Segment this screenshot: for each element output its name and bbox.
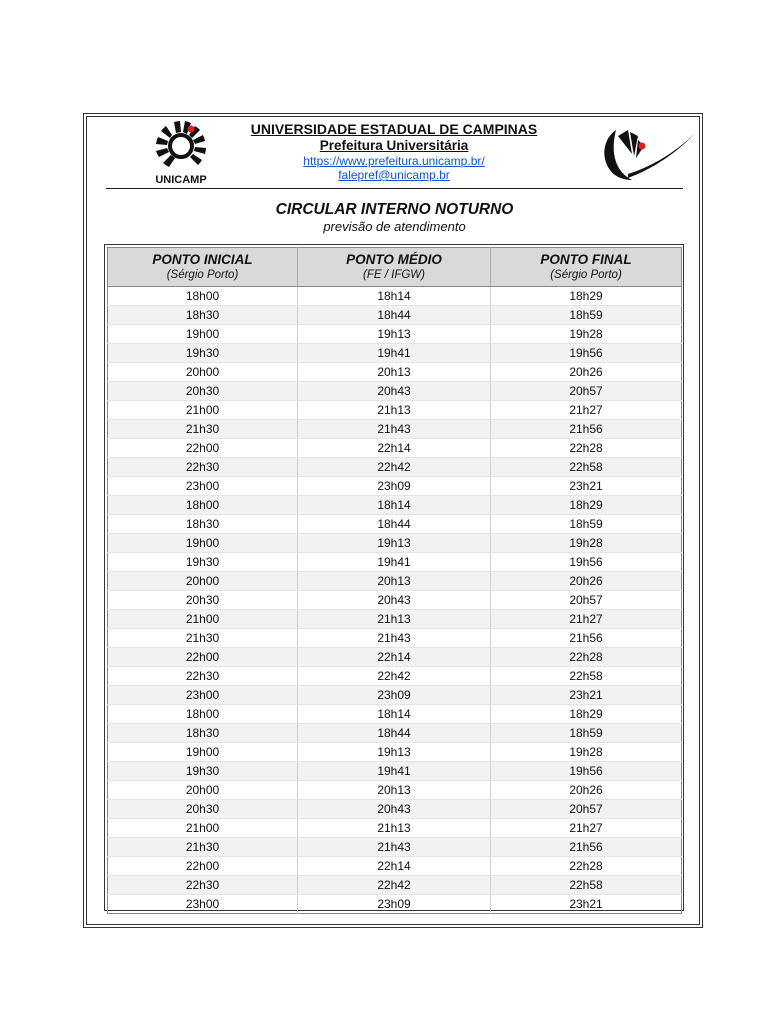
table-cell: 19h56 [491,762,682,781]
header-divider [106,188,683,189]
table-cell: 21h27 [491,819,682,838]
table-cell: 20h57 [491,800,682,819]
table-cell: 18h30 [108,515,298,534]
column-title: PONTO FINAL [540,252,632,267]
table-cell: 21h43 [298,420,491,439]
table-cell: 23h21 [491,686,682,705]
table-cell: 23h00 [108,686,298,705]
table-cell: 21h43 [298,629,491,648]
table-row [108,458,682,477]
table-cell: 19h41 [298,344,491,363]
table-cell: 20h26 [491,781,682,800]
table-cell: 23h09 [298,895,491,914]
table-cell: 22h00 [108,857,298,876]
table-cell: 21h43 [298,838,491,857]
table-cell: 20h30 [108,382,298,401]
table-row [108,648,682,667]
table-cell: 18h44 [298,515,491,534]
table-cell: 20h13 [298,781,491,800]
table-row [108,705,682,724]
table-cell: 23h09 [298,686,491,705]
table-cell: 19h30 [108,762,298,781]
table-cell: 20h00 [108,572,298,591]
table-row [108,325,682,344]
table-cell: 22h00 [108,439,298,458]
table-cell: 19h56 [491,553,682,572]
table-row [108,667,682,686]
table-cell: 19h28 [491,534,682,553]
table-cell: 20h57 [491,382,682,401]
table-row [108,838,682,857]
table-cell: 22h58 [491,876,682,895]
table-cell: 18h29 [491,496,682,515]
table-cell: 18h00 [108,705,298,724]
table-cell: 21h56 [491,629,682,648]
table-row [108,363,682,382]
table-row [108,610,682,629]
table-cell: 18h00 [108,496,298,515]
table-cell: 20h00 [108,781,298,800]
table-cell: 19h13 [298,325,491,344]
table-cell: 18h44 [298,724,491,743]
table-cell: 19h41 [298,553,491,572]
table-cell: 22h30 [108,876,298,895]
table-cell: 22h00 [108,648,298,667]
table-row [108,553,682,572]
table-cell: 23h21 [569,897,603,911]
table-cell: 21h27 [491,610,682,629]
column-title: PONTO MÉDIO [346,252,442,267]
table-cell: 21h56 [491,838,682,857]
table-cell: 20h30 [108,800,298,819]
table-row [108,895,682,914]
table-cell: 19h41 [298,762,491,781]
table-cell: 21h00 [108,610,298,629]
table-cell: 20h43 [298,800,491,819]
table-cell: 22h42 [298,876,491,895]
table-cell: 21h00 [108,819,298,838]
table-row [108,382,682,401]
table-cell: 18h59 [491,515,682,534]
table-row [108,496,682,515]
table-cell: 22h28 [491,857,682,876]
table-cell: 22h14 [298,857,491,876]
table-cell: 22h58 [491,458,682,477]
column-subtitle: (Sérgio Porto) [166,269,239,281]
table-row [108,477,682,496]
column-header-ponto-final [491,248,682,287]
table-cell: 22h30 [108,667,298,686]
table-row [108,306,682,325]
table-cell: 19h28 [491,325,682,344]
table-cell: 18h59 [491,306,682,325]
table-cell: 21h30 [108,629,298,648]
table-cell: 21h30 [108,420,298,439]
table-row [108,401,682,420]
email-link[interactable]: falepref@unicamp.br [338,168,450,182]
table-cell: 19h00 [108,534,298,553]
table-cell: 19h13 [298,743,491,762]
table-cell: 19h30 [108,344,298,363]
table-row [108,876,682,895]
table-cell: 22h14 [298,648,491,667]
table-row [108,724,682,743]
table-cell: 20h13 [298,572,491,591]
table-cell: 23h09 [298,477,491,496]
column-subtitle: (FE / IFGW) [363,269,425,281]
table-cell: 19h28 [491,743,682,762]
table-row [108,344,682,363]
table-cell: 21h00 [108,401,298,420]
table-row [108,800,682,819]
table-cell: 18h30 [108,306,298,325]
table-cell: 22h58 [491,667,682,686]
column-header-ponto-inicial [108,248,298,287]
table-cell: 18h14 [298,287,491,306]
table-cell: 21h13 [298,401,491,420]
table-header-row [108,248,682,287]
table-cell: 20h13 [298,363,491,382]
table-row [108,857,682,876]
document-subtitle: previsão de atendimento [323,219,466,234]
table-cell: 18h29 [491,705,682,724]
table-row [108,420,682,439]
table-cell: 19h56 [491,344,682,363]
table-cell: 22h28 [491,439,682,458]
table-cell: 18h44 [298,306,491,325]
column-subtitle: (Sérgio Porto) [550,269,622,281]
table-cell: 23h21 [491,477,682,496]
table-cell: 18h30 [108,724,298,743]
schedule-body [108,287,682,914]
table-cell: 21h56 [491,420,682,439]
schedule-table-frame [104,244,684,911]
table-cell: 18h14 [298,496,491,515]
table-cell: 20h26 [491,363,682,382]
table-cell: 23h00 [108,895,298,914]
table-cell: 18h00 [108,287,298,306]
table-cell: 19h00 [108,743,298,762]
table-cell: 22h30 [108,458,298,477]
table-row [108,819,682,838]
unicamp-logo [143,120,219,186]
table-cell: 22h28 [491,648,682,667]
table-row [108,629,682,648]
column-header-ponto-medio [298,248,491,287]
table-cell: 19h30 [108,553,298,572]
table-row [108,515,682,534]
column-title: PONTO INICIAL [152,252,253,267]
table-cell: 19h13 [298,534,491,553]
table-cell: 23h00 [108,477,298,496]
table-cell: 19h00 [108,325,298,344]
schedule-table [107,247,682,914]
table-cell: 20h26 [491,572,682,591]
table-cell: 18h14 [298,705,491,724]
department-name: Prefeitura Universitária [319,138,469,153]
document-title: CIRCULAR INTERNO NOTURNO [275,201,514,218]
table-cell: 20h43 [298,591,491,610]
table-row [108,534,682,553]
table-row [108,287,682,306]
table-cell: 18h29 [491,287,682,306]
table-cell: 20h30 [108,591,298,610]
table-cell: 21h13 [298,610,491,629]
table-cell: 21h27 [491,401,682,420]
table-row [108,781,682,800]
table-cell: 22h42 [298,667,491,686]
prefeitura-logo [598,124,698,182]
table-cell: 22h14 [298,439,491,458]
table-row [108,762,682,781]
table-row [108,591,682,610]
logo-wordmark: UNICAMP [155,174,207,186]
website-link[interactable]: https://www.prefeitura.unicamp.br/ [303,154,485,168]
university-name: UNIVERSIDADE ESTADUAL DE CAMPINAS [250,121,538,137]
table-row [108,572,682,591]
table-cell: 22h42 [298,458,491,477]
table-cell: 20h00 [108,363,298,382]
table-cell: 18h59 [491,724,682,743]
table-row [108,439,682,458]
table-cell: 21h30 [108,838,298,857]
header-block [230,121,558,182]
table-cell: 20h57 [491,591,682,610]
table-cell: 20h43 [298,382,491,401]
table-row [108,686,682,705]
table-cell: 21h13 [298,819,491,838]
table-row [108,743,682,762]
